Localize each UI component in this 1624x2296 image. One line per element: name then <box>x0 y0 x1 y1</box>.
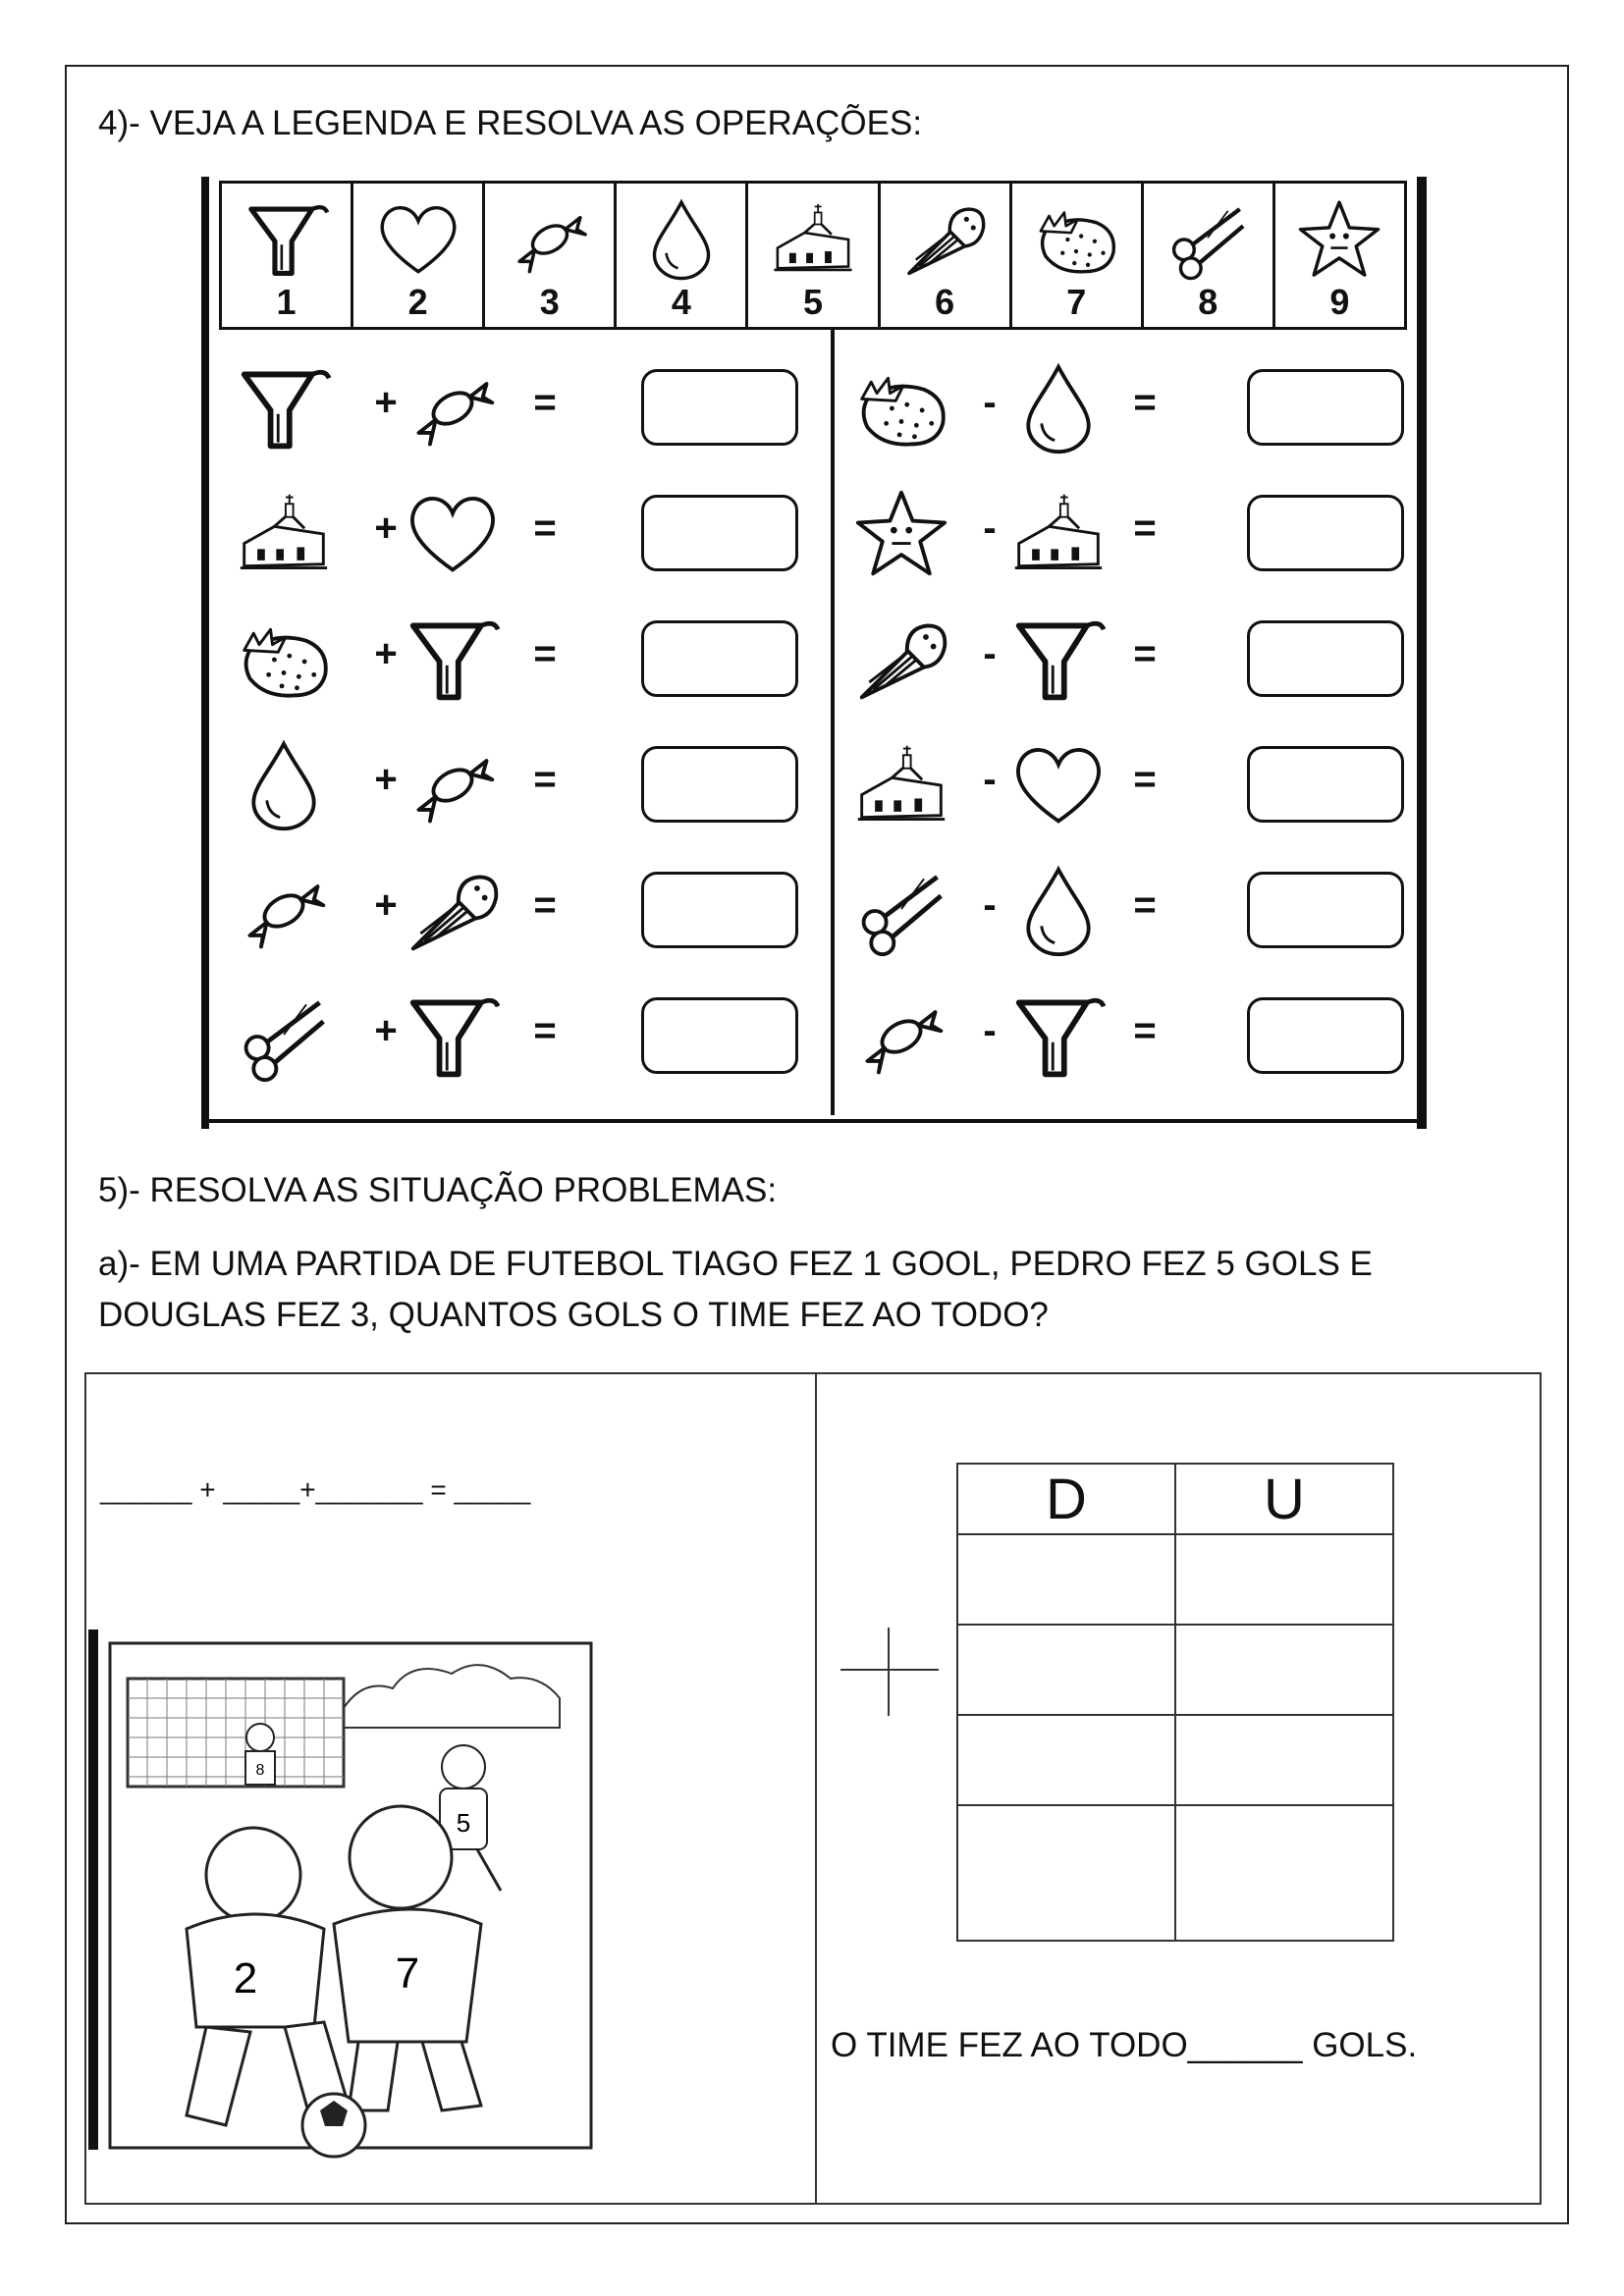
answer-cell[interactable] <box>1175 1534 1393 1625</box>
heart-icon <box>1011 738 1106 837</box>
answer-box[interactable] <box>1247 997 1404 1074</box>
answer-cell[interactable] <box>1175 1625 1393 1715</box>
funnel-icon <box>406 989 500 1089</box>
strawberry-icon <box>854 361 948 460</box>
puzzle-bottom-line <box>209 1119 1417 1123</box>
units-header: U <box>1175 1464 1393 1534</box>
answer-cell[interactable] <box>957 1625 1175 1715</box>
operator-sign: + <box>374 883 398 927</box>
operator-sign: + <box>374 758 398 801</box>
goalkeeper-number: 8 <box>255 1762 265 1779</box>
equals-sign: = <box>533 381 557 424</box>
scissors-icon <box>237 989 331 1089</box>
legend-number: 5 <box>802 282 823 322</box>
equals-sign: = <box>533 632 557 675</box>
legend-number: 3 <box>539 282 560 322</box>
tens-units-table <box>956 1463 1394 1942</box>
player-7-number: 7 <box>395 1949 420 1998</box>
operator-sign: + <box>374 1009 398 1052</box>
funnel-icon <box>1011 989 1106 1089</box>
equation-row <box>835 854 1417 962</box>
addition-column <box>209 330 831 1115</box>
legend-row <box>219 181 1407 330</box>
equation-row <box>209 980 831 1088</box>
legend-number: 1 <box>276 282 297 322</box>
strawberry-icon <box>237 613 331 712</box>
answer-box[interactable] <box>1247 872 1404 948</box>
player-5-number: 5 <box>456 1808 471 1838</box>
situation-box <box>84 1372 1542 2205</box>
legend-cell <box>748 184 880 327</box>
legend-number: 8 <box>1198 282 1218 322</box>
legend-cell <box>1144 184 1275 327</box>
answer-cell[interactable] <box>957 1715 1175 1805</box>
answer-box[interactable] <box>1247 495 1404 571</box>
legend-number: 9 <box>1329 282 1350 322</box>
legend-cell <box>222 184 353 327</box>
answer-cell[interactable] <box>957 1534 1175 1625</box>
school-icon <box>854 738 948 837</box>
funnel-icon <box>406 613 500 712</box>
equals-sign: = <box>533 883 557 927</box>
equation-row <box>209 351 831 459</box>
equals-sign: = <box>533 758 557 801</box>
answer-box[interactable] <box>641 872 798 948</box>
equation-row <box>835 603 1417 711</box>
drop-icon <box>1011 361 1106 460</box>
candy-icon <box>854 989 948 1089</box>
answer-box[interactable] <box>641 997 798 1074</box>
situation-divider <box>815 1374 817 2203</box>
legend-number: 4 <box>671 282 691 322</box>
plus-sign <box>840 1628 939 1716</box>
equation-row <box>209 854 831 962</box>
legend-cell <box>485 184 617 327</box>
question-4-title: 4)- VEJA A LEGENDA E RESOLVA AS OPERAÇÕES: <box>98 104 923 142</box>
equals-sign: = <box>1133 1009 1157 1052</box>
heart-icon <box>406 487 500 586</box>
answer-box[interactable] <box>641 495 798 571</box>
candy-icon <box>406 361 500 460</box>
tens-header: D <box>957 1464 1175 1534</box>
puzzle-right-bar <box>1417 177 1427 1129</box>
equals-sign: = <box>1133 758 1157 801</box>
legend-number: 7 <box>1066 282 1087 322</box>
equation-row <box>209 603 831 711</box>
legend-cell <box>617 184 748 327</box>
puzzle-left-bar <box>201 177 209 1129</box>
operator-sign: - <box>983 1009 997 1052</box>
funnel-icon <box>237 361 331 460</box>
school-icon <box>237 487 331 586</box>
equation-row <box>835 351 1417 459</box>
operator-sign: - <box>983 883 997 927</box>
operator-sign: + <box>374 632 398 675</box>
drop-icon <box>237 738 331 837</box>
operator-sign: - <box>983 507 997 550</box>
answer-box[interactable] <box>1247 746 1404 823</box>
school-icon <box>1011 487 1106 586</box>
legend-cell <box>1012 184 1144 327</box>
answer-cell[interactable] <box>1175 1805 1393 1941</box>
answer-box[interactable] <box>641 369 798 446</box>
candy-icon <box>406 738 500 837</box>
operator-sign: + <box>374 381 398 424</box>
problem-a-text: a)- EM UMA PARTIDA DE FUTEBOL TIAGO FEZ 1 GOOL, PEDRO FEZ 5 GOLS E DOUGLAS FEZ 3, QUANTOS GOLS O TIME FEZ AO TODO? <box>98 1245 1373 1334</box>
equation-row <box>835 477 1417 585</box>
answer-cell[interactable] <box>1175 1715 1393 1805</box>
puzzle-area <box>201 177 1429 1129</box>
legend-number: 2 <box>407 282 428 322</box>
legend-cell <box>1275 184 1404 327</box>
equals-sign: = <box>1133 632 1157 675</box>
equals-sign: = <box>1133 883 1157 927</box>
question-5-title: 5)- RESOLVA AS SITUAÇÃO PROBLEMAS: <box>98 1171 778 1209</box>
equals-sign: = <box>533 1009 557 1052</box>
scissors-icon <box>854 864 948 963</box>
candy-icon <box>237 864 331 963</box>
answer-cell[interactable] <box>957 1805 1175 1941</box>
answer-box[interactable] <box>1247 620 1404 697</box>
subtraction-column <box>835 330 1417 1115</box>
equals-sign: = <box>533 507 557 550</box>
sum-sentence-blanks: ______ + _____+_______ = _____ <box>100 1474 531 1505</box>
legend-number: 6 <box>935 282 955 322</box>
legend-cell <box>353 184 485 327</box>
total-goals-sentence: O TIME FEZ AO TODO______ GOLS. <box>831 2026 1418 2064</box>
star-icon <box>854 487 948 586</box>
operator-sign: - <box>983 758 997 801</box>
ice-cream-icon <box>406 864 500 963</box>
equals-sign: = <box>1133 507 1157 550</box>
equation-row <box>209 477 831 585</box>
funnel-icon <box>1011 613 1106 712</box>
ice-cream-icon <box>854 613 948 712</box>
drop-icon <box>1011 864 1106 963</box>
answer-box[interactable] <box>641 620 798 697</box>
equation-row <box>835 728 1417 836</box>
equation-row <box>835 980 1417 1088</box>
answer-box[interactable] <box>1247 369 1404 446</box>
operator-sign: - <box>983 381 997 424</box>
answer-box[interactable] <box>641 746 798 823</box>
operator-sign: - <box>983 632 997 675</box>
legend-cell <box>881 184 1012 327</box>
player-2-number: 2 <box>233 1954 258 2002</box>
operator-sign: + <box>374 507 398 550</box>
equals-sign: = <box>1133 381 1157 424</box>
soccer-picture <box>88 1629 599 2160</box>
equation-row <box>209 728 831 836</box>
